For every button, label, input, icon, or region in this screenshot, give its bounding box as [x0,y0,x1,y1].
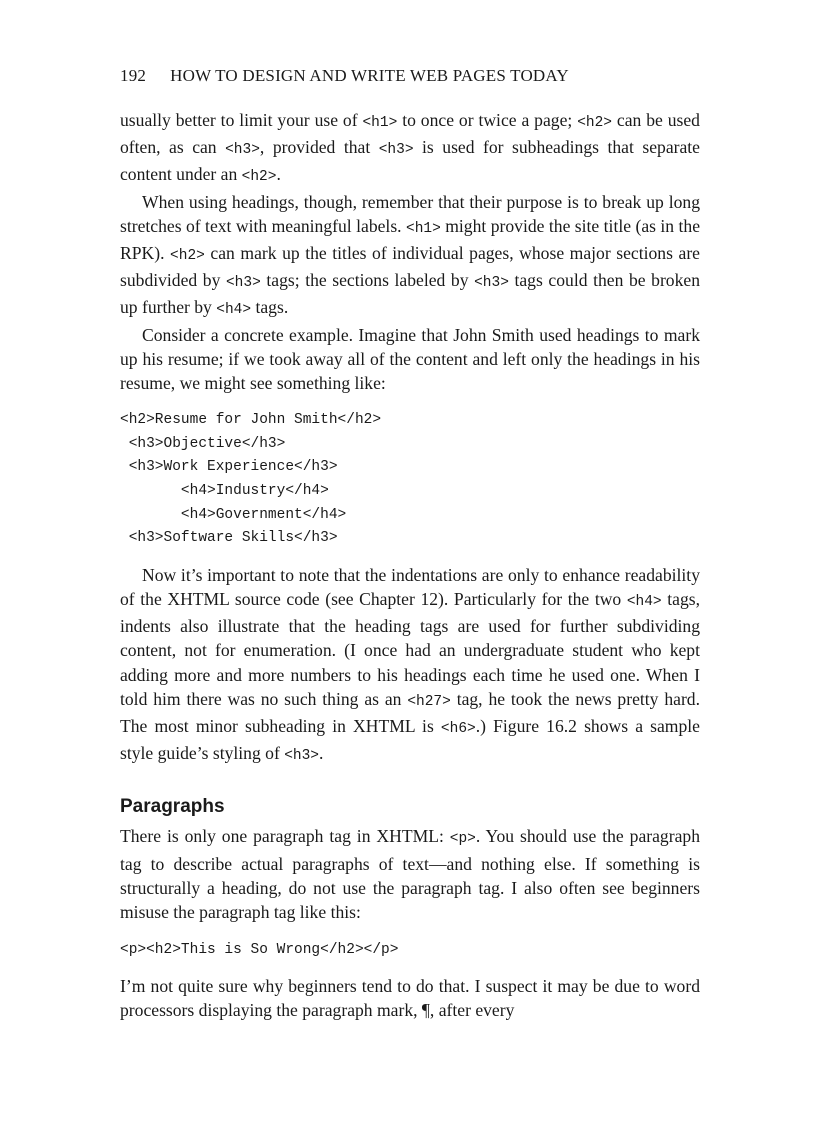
code-example-headings [120,409,700,551]
paragraph-5: There is only one paragraph tag in XHTML: <p>. You should use the paragraph tag to describe actual paragraphs of text—and nothing else. If something is structurally a heading, do not use the paragraph tag. I also often see beginners misuse the paragraph tag like this: [120,826,700,923]
book-page [120,66,700,1023]
paragraph-3: Consider a concrete example. Imagine that John Smith used headings to mark up his resume; if we took away all of the content and left only the headings in his resume, we might see something like: [120,324,700,394]
paragraph-4: Now it’s important to note that the indentations are only to enhance readability of the XHTML source code (see Chapter 12). Particularly for the two <h4> tags, indents also illustrate that the heading tags are used for further subdividing content, not for enumeration. (I once had an undergraduate student who kept adding more and more numbers to his headings each time he used one. When I told him there was no such thing as an <h27> tag, he took the news pretty hard. The most minor subheading in XHTML is <h6>.) Figure 16.2 shows a sample style guide’s styling of <h3>. [120,564,700,765]
paragraph-2: When using headings, though, remember that their purpose is to break up long stretches of text with meaningful labels. <h1> might provide the site title (as in the RPK). <h2> can mark up the titles of individual pages, whose major sections are subdivided by <h3> tags; the sections labeled by <h3> tags could then be broken up further by <h4> tags. [120,191,701,319]
code-line: <h4>Industry</h4> [120,483,329,500]
running-header [120,66,700,86]
paragraph-6: I’m not quite sure why beginners tend to do that. I suspect it may be due to word processors displaying the paragraph mark, ¶, after every [120,976,700,1021]
code-line: <h3>Work Experience</h3> [120,459,338,476]
code-line: <h3>Objective</h3> [120,435,286,452]
section-heading-paragraphs: Paragraphs [120,796,225,818]
code-example-wrong: <p><h2>This is So Wrong</h2></p> [120,942,399,959]
code-line: <h3>Software Skills</h3> [120,530,338,547]
paragraph-1: usually better to limit your use of <h1> to once or twice a page; <h2> can be used often, as can <h3>, provided that <h3> is used for subheadings that separate content under an <h2>. [120,110,700,186]
running-title: HOW TO DESIGN AND WRITE WEB PAGES TODAY [170,66,569,85]
code-line: <h4>Government</h4> [120,506,347,523]
page-number: 192 [120,66,147,85]
code-line: <h2>Resume for John Smith</h2> [120,412,382,429]
